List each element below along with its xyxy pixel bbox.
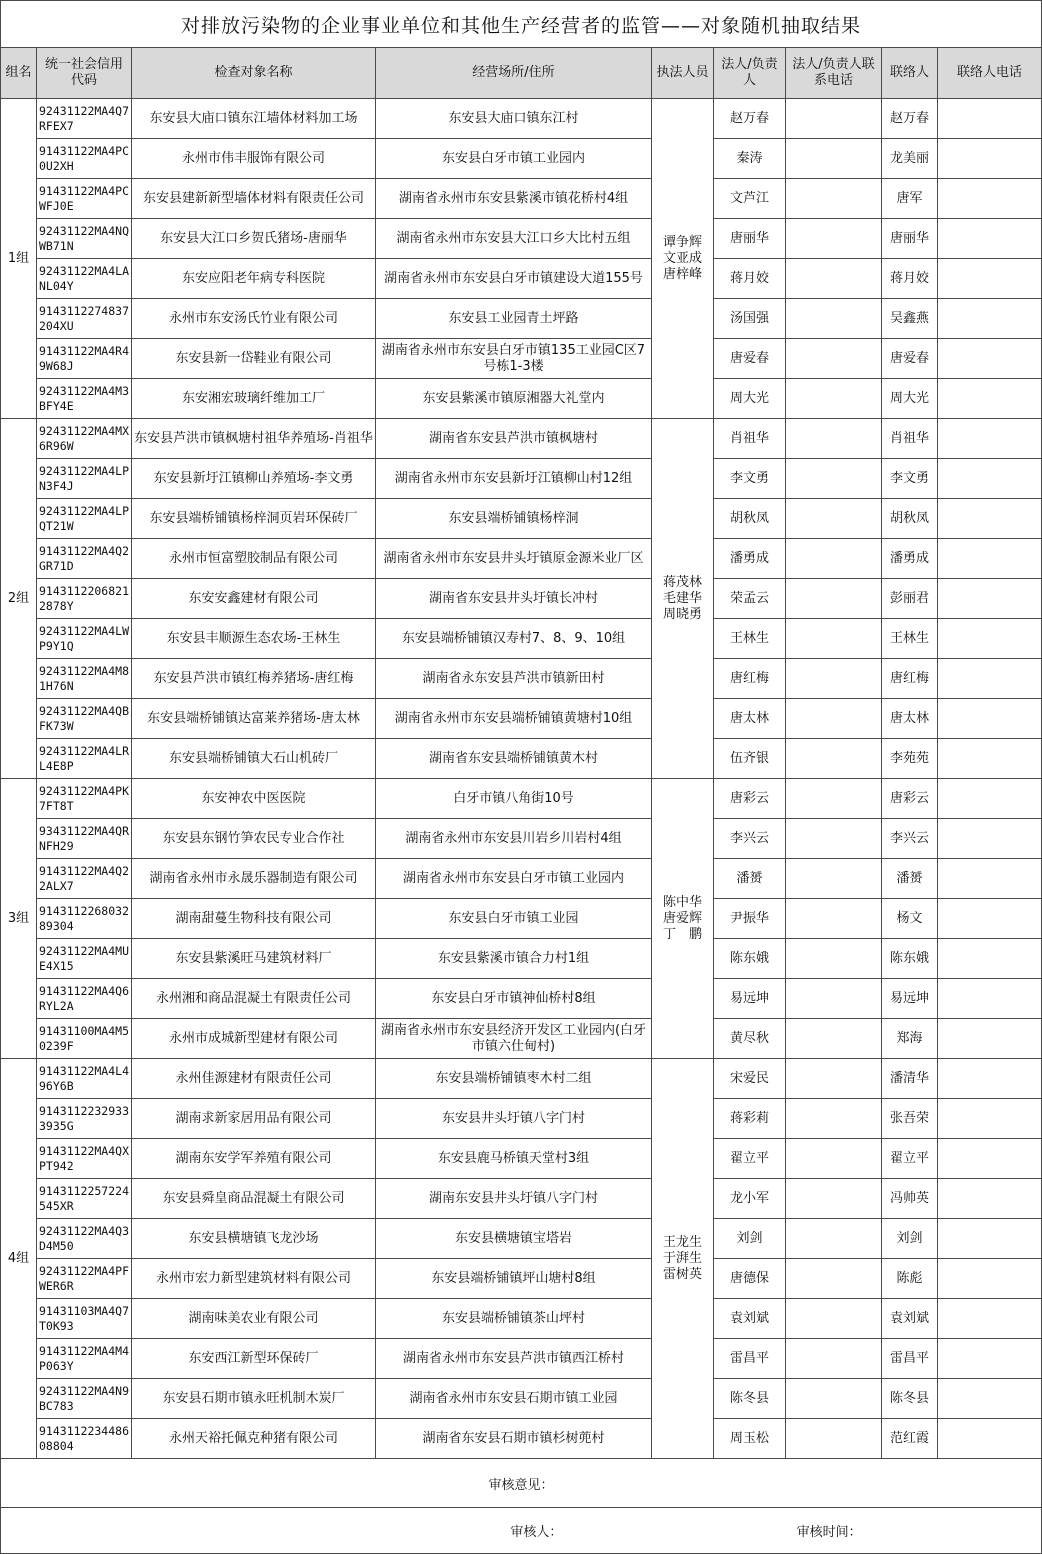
contact-cell: 王林生 [882,619,938,659]
contact-cell: 刘剑 [882,1219,938,1259]
legal-phone-cell [786,1419,882,1459]
contact-phone-cell [938,219,1042,259]
address-cell: 东安县井头圩镇八字门村 [376,1099,652,1139]
contact-phone-cell [938,899,1042,939]
header-legal-phone: 法人/负责人联系电话 [786,48,882,99]
object-name-cell: 永州市恒富塑胶制品有限公司 [132,539,376,579]
contact-phone-cell [938,739,1042,779]
legal-person-cell: 潘赟 [714,859,786,899]
credit-code-cell: 914311226803289304 [37,899,132,939]
contact-phone-cell [938,539,1042,579]
header-address: 经营场所/住所 [376,48,652,99]
contact-cell: 周大光 [882,379,938,419]
address-cell: 湖南省永州市东安县白牙市镇工业园内 [376,859,652,899]
contact-phone-cell [938,419,1042,459]
legal-phone-cell [786,1059,882,1099]
object-name-cell: 东安县端桥铺镇大石山机砖厂 [132,739,376,779]
legal-phone-cell [786,459,882,499]
contact-cell: 陈冬县 [882,1379,938,1419]
review-signature-cell [1,1508,1042,1554]
contact-cell: 袁刘斌 [882,1299,938,1339]
object-name-cell: 湖南东安学军养殖有限公司 [132,1139,376,1179]
contact-phone-cell [938,139,1042,179]
object-name-cell: 东安神农中医医院 [132,779,376,819]
contact-cell: 冯帅英 [882,1179,938,1219]
contact-phone-cell [938,1139,1042,1179]
table-row [1,699,1042,739]
legal-person-cell: 肖祖华 [714,419,786,459]
contact-phone-cell [938,1019,1042,1059]
credit-code-cell: 91431103MA4Q7T0K93 [37,1299,132,1339]
contact-phone-cell [938,1259,1042,1299]
legal-person-cell: 陈东娥 [714,939,786,979]
object-name-cell: 永州天裕托佩克种猪有限公司 [132,1419,376,1459]
address-cell: 东安县端桥铺镇汉寿村7、8、9、10组 [376,619,652,659]
legal-person-cell: 蒋月姣 [714,259,786,299]
legal-person-cell: 胡秋凤 [714,499,786,539]
object-name-cell: 东安县丰顺源生态农场-王林生 [132,619,376,659]
contact-phone-cell [938,1219,1042,1259]
object-name-cell: 东安县大江口乡贺氏猪场-唐丽华 [132,219,376,259]
contact-cell: 翟立平 [882,1139,938,1179]
address-cell: 湖南省永州市东安县石期市镇工业园 [376,1379,652,1419]
legal-phone-cell [786,539,882,579]
legal-person-cell: 黄尽秋 [714,1019,786,1059]
object-name-cell: 东安西江新型环保砖厂 [132,1339,376,1379]
table-row [1,219,1042,259]
legal-person-cell: 汤国强 [714,299,786,339]
object-name-cell: 湖南味美农业有限公司 [132,1299,376,1339]
table-row [1,899,1042,939]
table-row [1,979,1042,1019]
object-name-cell: 东安县新圩江镇柳山养殖场-李文勇 [132,459,376,499]
address-cell: 湖南省永州市东安县芦洪市镇西江桥村 [376,1339,652,1379]
table-row [1,1059,1042,1099]
legal-phone-cell [786,1019,882,1059]
legal-person-cell: 荣孟云 [714,579,786,619]
legal-phone-cell [786,1219,882,1259]
legal-person-cell: 雷昌平 [714,1339,786,1379]
object-name-cell: 永州市宏力新型建筑材料有限公司 [132,1259,376,1299]
address-cell: 东安县横塘镇宝塔岩 [376,1219,652,1259]
contact-phone-cell [938,179,1042,219]
legal-person-cell: 唐红梅 [714,659,786,699]
table-row [1,1099,1042,1139]
legal-person-cell: 尹振华 [714,899,786,939]
credit-code-cell: 914311223448608804 [37,1419,132,1459]
contact-cell: 雷昌平 [882,1339,938,1379]
reviewer-label: 审核人： [510,1525,563,1540]
table-row [1,1339,1042,1379]
table-row [1,499,1042,539]
credit-code-cell: 93431122MA4QRNFH29 [37,819,132,859]
header-contact-phone: 联络人电话 [938,48,1042,99]
address-cell: 东安县端桥铺镇枣木村二组 [376,1059,652,1099]
officers-cell: 陈中华 唐爱辉 丁 鹏 [652,779,714,1059]
contact-cell: 唐爱春 [882,339,938,379]
legal-person-cell: 宋爱民 [714,1059,786,1099]
table-row [1,1299,1042,1339]
legal-person-cell: 陈冬县 [714,1379,786,1419]
table-row [1,659,1042,699]
credit-code-cell: 91431122MA4L496Y6B [37,1059,132,1099]
address-cell: 湖南省永州市东安县新圩江镇柳山村12组 [376,459,652,499]
legal-phone-cell [786,499,882,539]
header-object-name: 检查对象名称 [132,48,376,99]
address-cell: 湖南省永州市东安县紫溪市镇花桥村4组 [376,179,652,219]
address-cell: 白牙市镇八角街10号 [376,779,652,819]
contact-cell: 郑海 [882,1019,938,1059]
address-cell: 湖南省永州市东安县白牙市镇135工业园C区7号栋1-3楼 [376,339,652,379]
object-name-cell: 东安县端桥铺镇杨梓洞页岩环保砖厂 [132,499,376,539]
contact-cell: 潘赟 [882,859,938,899]
object-name-cell: 永州佳源建材有限责任公司 [132,1059,376,1099]
contact-phone-cell [938,459,1042,499]
legal-person-cell: 周玉松 [714,1419,786,1459]
table-row [1,419,1042,459]
credit-code-cell: 91431122329333935G [37,1099,132,1139]
legal-person-cell: 李兴云 [714,819,786,859]
credit-code-cell: 91431122MA4M4P063Y [37,1339,132,1379]
review-opinion-label: 审核意见： [1,1459,1042,1508]
address-cell: 东安县白牙市镇神仙桥村8组 [376,979,652,1019]
credit-code-cell: 92431122MA4PK7FT8T [37,779,132,819]
table-row [1,859,1042,899]
legal-phone-cell [786,219,882,259]
legal-phone-cell [786,899,882,939]
contact-phone-cell [938,939,1042,979]
object-name-cell: 东安县紫溪旺马建筑材料厂 [132,939,376,979]
credit-code-cell: 92431122MA4PFWER6R [37,1259,132,1299]
contact-phone-cell [938,659,1042,699]
group-name-cell: 2组 [1,419,37,779]
credit-code-cell: 9143112257224545XR [37,1179,132,1219]
address-cell: 东安县紫溪市镇合力村1组 [376,939,652,979]
object-name-cell: 湖南求新家居用品有限公司 [132,1099,376,1139]
contact-phone-cell [938,579,1042,619]
contact-phone-cell [938,1059,1042,1099]
legal-phone-cell [786,579,882,619]
legal-phone-cell [786,859,882,899]
contact-cell: 潘清华 [882,1059,938,1099]
contact-cell: 李兴云 [882,819,938,859]
table-row [1,339,1042,379]
legal-phone-cell [786,419,882,459]
contact-cell: 吴鑫燕 [882,299,938,339]
table-row [1,579,1042,619]
contact-cell: 范红霞 [882,1419,938,1459]
object-name-cell: 永州市东安汤氏竹业有限公司 [132,299,376,339]
table-row [1,99,1042,139]
officers-cell: 蒋茂林 毛建华 周晓勇 [652,419,714,779]
review-opinion-row [1,1459,1042,1508]
contact-cell: 彭丽君 [882,579,938,619]
address-cell: 湖南省永州市东安县端桥铺镇黄塘村10组 [376,699,652,739]
table-row [1,259,1042,299]
legal-person-cell: 唐爱春 [714,339,786,379]
table-row [1,1419,1042,1459]
legal-person-cell: 潘勇成 [714,539,786,579]
officers-cell: 王龙生 于湃生 雷树英 [652,1059,714,1459]
contact-phone-cell [938,499,1042,539]
object-name-cell: 东安县舜皇商品混凝土有限公司 [132,1179,376,1219]
credit-code-cell: 91431122MA4Q22ALX7 [37,859,132,899]
legal-phone-cell [786,299,882,339]
address-cell: 湖南省东安县石期市镇杉树蔸村 [376,1419,652,1459]
credit-code-cell: 92431122MA4LANL04Y [37,259,132,299]
legal-phone-cell [786,1339,882,1379]
table-row [1,179,1042,219]
legal-phone-cell [786,619,882,659]
credit-code-cell: 92431122MA4LPN3F4J [37,459,132,499]
legal-phone-cell [786,259,882,299]
header-legal-person: 法人/负责人 [714,48,786,99]
credit-code-cell: 92431122MA4MUE4X15 [37,939,132,979]
contact-phone-cell [938,979,1042,1019]
contact-phone-cell [938,259,1042,299]
contact-phone-cell [938,1339,1042,1379]
table-row [1,459,1042,499]
contact-cell: 陈彪 [882,1259,938,1299]
object-name-cell: 东安县新一岱鞋业有限公司 [132,339,376,379]
address-cell: 东安县端桥铺镇茶山坪村 [376,1299,652,1339]
legal-phone-cell [786,819,882,859]
address-cell: 东安县工业园青土坪路 [376,299,652,339]
table-row [1,1139,1042,1179]
legal-person-cell: 赵万春 [714,99,786,139]
object-name-cell: 东安县建新新型墙体材料有限责任公司 [132,179,376,219]
contact-cell: 李文勇 [882,459,938,499]
review-signature-row [1,1508,1042,1554]
credit-code-cell: 91431122MA4QXPT942 [37,1139,132,1179]
table-row [1,1019,1042,1059]
credit-code-cell: 92431122MA4N9BC783 [37,1379,132,1419]
legal-phone-cell [786,779,882,819]
table-row [1,779,1042,819]
address-cell: 湖南东安县井头圩镇八字门村 [376,1179,652,1219]
credit-code-cell: 91431122068212878Y [37,579,132,619]
contact-cell: 胡秋凤 [882,499,938,539]
table-row [1,539,1042,579]
contact-cell: 龙美丽 [882,139,938,179]
table-row [1,1179,1042,1219]
contact-cell: 唐丽华 [882,219,938,259]
legal-person-cell: 文芦江 [714,179,786,219]
address-cell: 东安县紫溪市镇原湘器大礼堂内 [376,379,652,419]
legal-phone-cell [786,979,882,1019]
address-cell: 湖南省永州市东安县川岩乡川岩村4组 [376,819,652,859]
legal-person-cell: 龙小军 [714,1179,786,1219]
object-name-cell: 东安县芦洪市镇红梅养猪场-唐红梅 [132,659,376,699]
object-name-cell: 东安县石期市镇永旺机制木炭厂 [132,1379,376,1419]
legal-person-cell: 翟立平 [714,1139,786,1179]
table-row [1,1379,1042,1419]
credit-code-cell: 92431122MA4M81H76N [37,659,132,699]
address-cell: 东安县白牙市镇工业园内 [376,139,652,179]
address-cell: 湖南省永州市东安县大江口乡大比村五组 [376,219,652,259]
legal-person-cell: 唐丽华 [714,219,786,259]
legal-phone-cell [786,739,882,779]
credit-code-cell: 92431122MA4MX6R96W [37,419,132,459]
object-name-cell: 东安县东钢竹笋农民专业合作社 [132,819,376,859]
legal-person-cell: 王林生 [714,619,786,659]
object-name-cell: 东安县横塘镇飞龙沙场 [132,1219,376,1259]
contact-phone-cell [938,859,1042,899]
group-name-cell: 4组 [1,1059,37,1459]
legal-person-cell: 李文勇 [714,459,786,499]
contact-phone-cell [938,379,1042,419]
legal-phone-cell [786,939,882,979]
legal-phone-cell [786,659,882,699]
contact-cell: 李苑苑 [882,739,938,779]
credit-code-cell: 92431122MA4Q7RFEX7 [37,99,132,139]
legal-person-cell: 唐彩云 [714,779,786,819]
contact-cell: 蒋月姣 [882,259,938,299]
header-officers: 执法人员 [652,48,714,99]
legal-phone-cell [786,1299,882,1339]
credit-code-cell: 91431122MA4Q6RYL2A [37,979,132,1019]
contact-cell: 唐太林 [882,699,938,739]
contact-phone-cell [938,699,1042,739]
credit-code-cell: 91431122MA4Q2GR71D [37,539,132,579]
contact-phone-cell [938,1099,1042,1139]
credit-code-cell: 92431122MA4LWP9Y1Q [37,619,132,659]
address-cell: 东安县鹿马桥镇天堂村3组 [376,1139,652,1179]
legal-phone-cell [786,1099,882,1139]
legal-phone-cell [786,99,882,139]
contact-cell: 唐彩云 [882,779,938,819]
table-header-row [1,48,1042,99]
contact-cell: 杨文 [882,899,938,939]
review-time-label: 审核时间： [796,1525,862,1540]
address-cell: 湖南省永州市东安县白牙市镇建设大道155号 [376,259,652,299]
object-name-cell: 东安应阳老年病专科医院 [132,259,376,299]
credit-code-cell: 92431122MA4NQWB71N [37,219,132,259]
contact-cell: 唐军 [882,179,938,219]
credit-code-cell: 92431122MA4LPQT21W [37,499,132,539]
legal-phone-cell [786,339,882,379]
object-name-cell: 永州市伟丰服饰有限公司 [132,139,376,179]
object-name-cell: 东安安鑫建材有限公司 [132,579,376,619]
legal-phone-cell [786,699,882,739]
object-name-cell: 永州湘和商品混凝土有限责任公司 [132,979,376,1019]
legal-phone-cell [786,1179,882,1219]
table-row [1,939,1042,979]
credit-code-cell: 92431122MA4M3BFY4E [37,379,132,419]
credit-code-cell: 91431122MA4R49W68J [37,339,132,379]
contact-phone-cell [938,339,1042,379]
credit-code-cell: 91431122MA4PCWFJ0E [37,179,132,219]
contact-phone-cell [938,779,1042,819]
legal-person-cell: 秦涛 [714,139,786,179]
credit-code-cell: 91431100MA4M50239F [37,1019,132,1059]
legal-phone-cell [786,1139,882,1179]
address-cell: 东安县端桥铺镇杨梓洞 [376,499,652,539]
address-cell: 东安县端桥铺镇坪山塘村8组 [376,1259,652,1299]
contact-cell: 张吾荣 [882,1099,938,1139]
legal-phone-cell [786,179,882,219]
address-cell: 湖南省东安县端桥铺镇黄木村 [376,739,652,779]
table-row [1,1219,1042,1259]
address-cell: 湖南省永州市东安县井头圩镇原金源米业厂区 [376,539,652,579]
contact-cell: 赵万春 [882,99,938,139]
legal-person-cell: 周大光 [714,379,786,419]
legal-phone-cell [786,379,882,419]
object-name-cell: 东安湘宏玻璃纤维加工厂 [132,379,376,419]
address-cell: 湖南省东安县井头圩镇长冲村 [376,579,652,619]
contact-phone-cell [938,819,1042,859]
contact-phone-cell [938,619,1042,659]
address-cell: 湖南省永州市东安县经济开发区工业园内(白牙市镇六仕甸村) [376,1019,652,1059]
object-name-cell: 东安县端桥铺镇达富莱养猪场-唐太林 [132,699,376,739]
legal-phone-cell [786,1259,882,1299]
table-row [1,379,1042,419]
address-cell: 湖南省永东安县芦洪市镇新田村 [376,659,652,699]
address-cell: 湖南省东安县芦洪市镇枫塘村 [376,419,652,459]
address-cell: 东安县大庙口镇东江村 [376,99,652,139]
officers-cell: 谭争辉 文亚成 唐梓峰 [652,99,714,419]
legal-person-cell: 易远坤 [714,979,786,1019]
contact-cell: 易远坤 [882,979,938,1019]
credit-code-cell: 92431122MA4LRL4E8P [37,739,132,779]
credit-code-cell: 92431122MA4QBFK73W [37,699,132,739]
address-cell: 东安县白牙市镇工业园 [376,899,652,939]
header-group: 组名 [1,48,37,99]
credit-code-cell: 9143112274837204XU [37,299,132,339]
contact-phone-cell [938,1379,1042,1419]
table-row [1,1259,1042,1299]
legal-person-cell: 伍齐银 [714,739,786,779]
contact-phone-cell [938,1299,1042,1339]
object-name-cell: 东安县大庙口镇东江墙体材料加工场 [132,99,376,139]
contact-phone-cell [938,1419,1042,1459]
legal-phone-cell [786,1379,882,1419]
table-row [1,299,1042,339]
credit-code-cell: 91431122MA4PC0U2XH [37,139,132,179]
legal-person-cell: 唐太林 [714,699,786,739]
table-row [1,739,1042,779]
header-contact: 联络人 [882,48,938,99]
object-name-cell: 永州市成城新型建材有限公司 [132,1019,376,1059]
contact-cell: 陈东娥 [882,939,938,979]
table-row [1,819,1042,859]
table-row [1,139,1042,179]
header-credit-code: 统一社会信用代码 [37,48,132,99]
group-name-cell: 1组 [1,99,37,419]
contact-phone-cell [938,299,1042,339]
table-row [1,619,1042,659]
contact-cell: 潘勇成 [882,539,938,579]
legal-phone-cell [786,139,882,179]
legal-person-cell: 袁刘斌 [714,1299,786,1339]
legal-person-cell: 唐德保 [714,1259,786,1299]
legal-person-cell: 刘剑 [714,1219,786,1259]
credit-code-cell: 92431122MA4Q3D4M50 [37,1219,132,1259]
group-name-cell: 3组 [1,779,37,1059]
legal-person-cell: 蒋彩莉 [714,1099,786,1139]
contact-phone-cell [938,99,1042,139]
object-name-cell: 湖南甜蔓生物科技有限公司 [132,899,376,939]
contact-cell: 唐红梅 [882,659,938,699]
object-name-cell: 湖南省永州市永晟乐器制造有限公司 [132,859,376,899]
page-title: 对排放污染物的企业事业单位和其他生产经营者的监管——对象随机抽取结果 [1,1,1042,48]
contact-cell: 肖祖华 [882,419,938,459]
object-name-cell: 东安县芦洪市镇枫塘村祖华养殖场-肖祖华 [132,419,376,459]
contact-phone-cell [938,1179,1042,1219]
